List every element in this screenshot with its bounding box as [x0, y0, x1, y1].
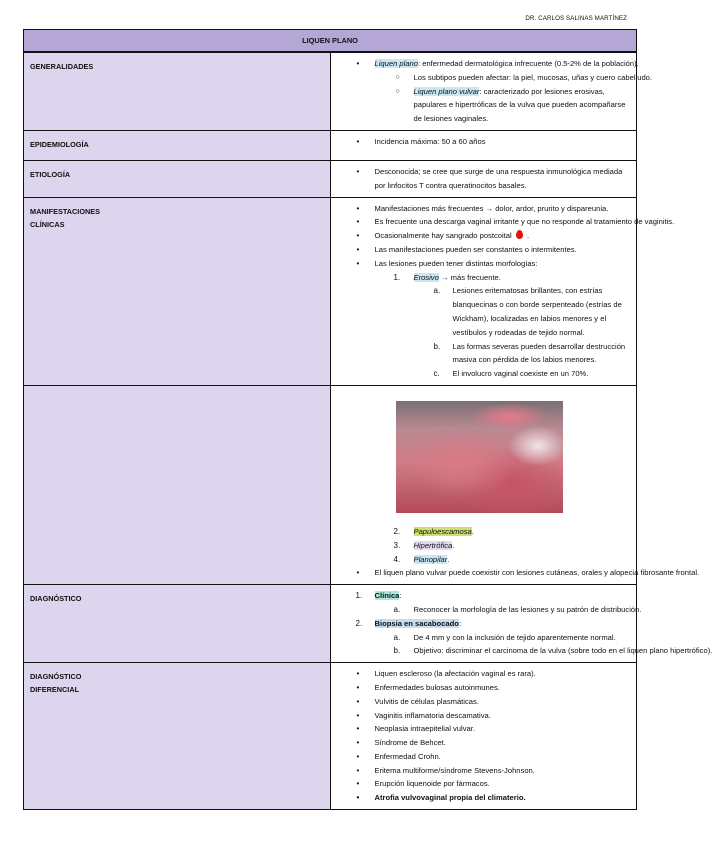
row-etiologia [24, 160, 637, 197]
item-text: Reconocer la morfología de las lesiones y su patrón de distribución. [413, 604, 642, 614]
row-epidemiologia [24, 130, 637, 160]
item-text: Ocasionalmente hay sangrado postcoital [374, 231, 512, 241]
item-letter: b. [393, 646, 401, 656]
row-diagnostico [24, 585, 637, 663]
item-text: Atrofia vulvovaginal propia del climaterio. [374, 793, 526, 803]
highlight-term: Papuloescamosa [413, 526, 472, 536]
row-label: ETIOLOGÍA [24, 160, 331, 197]
list-item [331, 229, 629, 243]
item-letter: c. [433, 369, 440, 379]
clinical-photo [396, 401, 563, 513]
author-name: DR. CARLOS SALINAS MARTÍNEZ [525, 15, 627, 22]
bullet-icon: • [356, 244, 360, 254]
bullet-icon: • [356, 217, 360, 227]
highlight-term: Liquen plano [374, 59, 418, 68]
list-item [331, 202, 629, 216]
item-letter: b. [433, 341, 441, 351]
item-number: 2. [355, 618, 363, 628]
sub-bullet-icon: ○ [395, 73, 400, 81]
row-label [24, 197, 331, 385]
bullet-icon: • [356, 669, 360, 679]
item-number: 1. [393, 272, 401, 282]
list-item [331, 764, 629, 778]
list-item [331, 722, 629, 736]
list-item [331, 135, 629, 149]
item-letter: a. [393, 604, 401, 614]
row-content [330, 197, 675, 385]
list-item [331, 165, 629, 193]
bullet-icon: • [356, 779, 360, 789]
highlight-term: Hipertrófica [413, 540, 453, 550]
row-diferencial [24, 663, 637, 810]
bullet-icon: • [356, 136, 360, 146]
row-label [24, 385, 331, 584]
numbered-item [331, 589, 629, 603]
numbered-item [331, 271, 629, 285]
item-text: Neoplasia intraepitelial vulvar. [374, 724, 475, 734]
bullet-icon: • [356, 751, 360, 761]
row-label [24, 663, 331, 810]
item-text: Liquen escleroso (la afectación vaginal es rara). [374, 669, 536, 679]
label-line: MANIFESTACIONES [30, 206, 100, 216]
list-item [331, 695, 629, 709]
sub-bullet-icon: ○ [395, 87, 400, 95]
row-label: EPIDEMIOLOGÍA [24, 130, 331, 160]
item-text: Las formas severas pueden desarrollar destrucción masiva con pérdida de los labios menores. [452, 341, 626, 365]
row-clinical-image [24, 385, 637, 584]
item-letter: a. [393, 632, 401, 642]
numbered-item [331, 525, 629, 539]
list-item [331, 681, 629, 695]
bullet-icon: • [356, 710, 360, 720]
label-line: DIFERENCIAL [30, 685, 80, 695]
bullet-icon: • [356, 568, 360, 578]
row-manifestaciones [24, 197, 637, 385]
item-text: Es frecuente una descarga vaginal irritante y que no responde al tratamiento de vaginitis. [374, 217, 675, 227]
list-item [331, 71, 653, 85]
bullet-icon: • [356, 738, 360, 748]
highlight-term: Planopilar [413, 554, 448, 564]
row-content [330, 585, 712, 663]
item-text: Enfermedad Crohn. [374, 751, 441, 761]
highlight-term: Erosivo [413, 272, 439, 282]
item-text: El involucro vaginal coexiste en un 70%. [452, 369, 589, 379]
item-text: Los subtipos pueden afectar: la piel, mucosas, uñas y cuero cabelludo. [413, 72, 653, 82]
item-text: Las lesiones pueden tener distintas morfologías: [374, 258, 538, 268]
item-text: → más frecuente. [438, 272, 501, 282]
item-text: : [458, 618, 462, 628]
bullet-icon: • [356, 258, 360, 268]
row-content [330, 52, 653, 130]
item-text: : [399, 591, 402, 601]
highlight-term: Clínica [374, 591, 400, 601]
bullet-icon: • [356, 59, 360, 68]
item-number: 4. [393, 554, 401, 564]
item-number: 1. [355, 591, 363, 601]
list-item [331, 791, 629, 805]
item-text: Objetivo: discriminar el carcinoma de la vulva (sobre todo en el liquen plano hipertrófico). [413, 646, 712, 656]
numbered-item [331, 553, 629, 567]
row-generalidades [24, 52, 637, 130]
item-text: Eritema multiforme/síndrome Stevens-Johnson. [374, 765, 535, 775]
item-number: 3. [393, 540, 401, 550]
highlight-term: Liquen plano vulvar [413, 86, 480, 96]
item-text: De 4 mm y con la inclusión de tejido aparentemente normal. [413, 632, 616, 642]
lettered-item [331, 603, 642, 617]
list-item [331, 566, 700, 580]
item-text: Vaginitis inflamatoria descamativa. [374, 710, 491, 720]
list-item [331, 667, 629, 681]
blood-drop-icon [516, 230, 523, 239]
lettered-item [331, 340, 629, 368]
item-text: Vulvitis de células plasmáticas. [374, 696, 479, 706]
row-content [330, 160, 637, 197]
item-text: . [452, 540, 455, 550]
lettered-item [331, 284, 629, 339]
summary-table [23, 29, 712, 810]
item-text: Manifestaciones más frecuentes → dolor, ardor, prurito y dispareunia. [374, 203, 609, 213]
item-text: Las manifestaciones pueden ser constantes o intermitentes. [374, 244, 577, 254]
row-content [330, 385, 700, 584]
list-item [331, 777, 629, 791]
list-item [331, 709, 629, 723]
item-text: Enfermedades bulosas autoinmunes. [374, 682, 500, 692]
item-text: . [447, 554, 450, 564]
list-item [331, 257, 629, 271]
list-item [331, 736, 629, 750]
item-text: Síndrome de Behcet. [374, 738, 446, 748]
item-text: Lesiones eritematosas brillantes, con estrías blanquecinas o con borde serpenteado (estrías de Wickham), localizadas en labios menores y el vestíbulos y rodeadas de tejido normal. [452, 286, 622, 337]
lettered-item [331, 367, 629, 381]
item-text: Incidencia máxima: 50 a 60 años [374, 136, 486, 146]
item-text: . [526, 231, 530, 241]
numbered-item [331, 617, 629, 631]
item-number: 2. [393, 526, 401, 536]
list-item [331, 750, 629, 764]
item-text: El liquen plano vulvar puede coexistir con lesiones cutáneas, orales y alopecia fibrosante frontal. [374, 568, 700, 578]
item-text: : caracterizado por lesiones erosivas, papulares e hipertróficas de la vulva que pueden acompañarse de lesiones vaginales. [413, 86, 626, 124]
lettered-item [331, 644, 712, 658]
list-item [331, 215, 675, 229]
item-text: Erupción liquenoide por fármacos. [374, 779, 490, 789]
list-item [331, 243, 629, 257]
list-item [331, 57, 639, 71]
numbered-item [331, 539, 629, 553]
bullet-icon: • [356, 724, 360, 734]
list-item [331, 85, 629, 126]
highlight-term: Biopsia en sacabocado [374, 618, 459, 628]
item-text: . [471, 526, 474, 536]
bullet-icon: • [356, 696, 360, 706]
table-title: LIQUEN PLANO [24, 30, 637, 53]
label-line: CLÍNICAS [30, 219, 65, 229]
bullet-icon: • [356, 765, 360, 775]
bullet-icon: • [356, 682, 360, 692]
bullet-icon: • [356, 203, 360, 213]
row-content [330, 663, 637, 810]
item-text: : enfermedad dermatológica infrecuente (0.5-2% de la población). [418, 59, 639, 68]
row-label: GENERALIDADES [24, 52, 331, 130]
bullet-icon: • [356, 793, 360, 803]
bullet-icon: • [356, 166, 360, 176]
label-line: DIAGNÓSTICO [30, 672, 82, 682]
lettered-item [331, 631, 629, 645]
row-content [330, 130, 637, 160]
row-label: DIAGNÓSTICO [24, 585, 331, 663]
item-letter: a. [433, 286, 441, 296]
bullet-icon: • [356, 231, 360, 241]
item-text: Desconocida; se cree que surge de una respuesta inmunológica mediada por linfocitos T contra queratinocitos basales. [374, 166, 623, 190]
